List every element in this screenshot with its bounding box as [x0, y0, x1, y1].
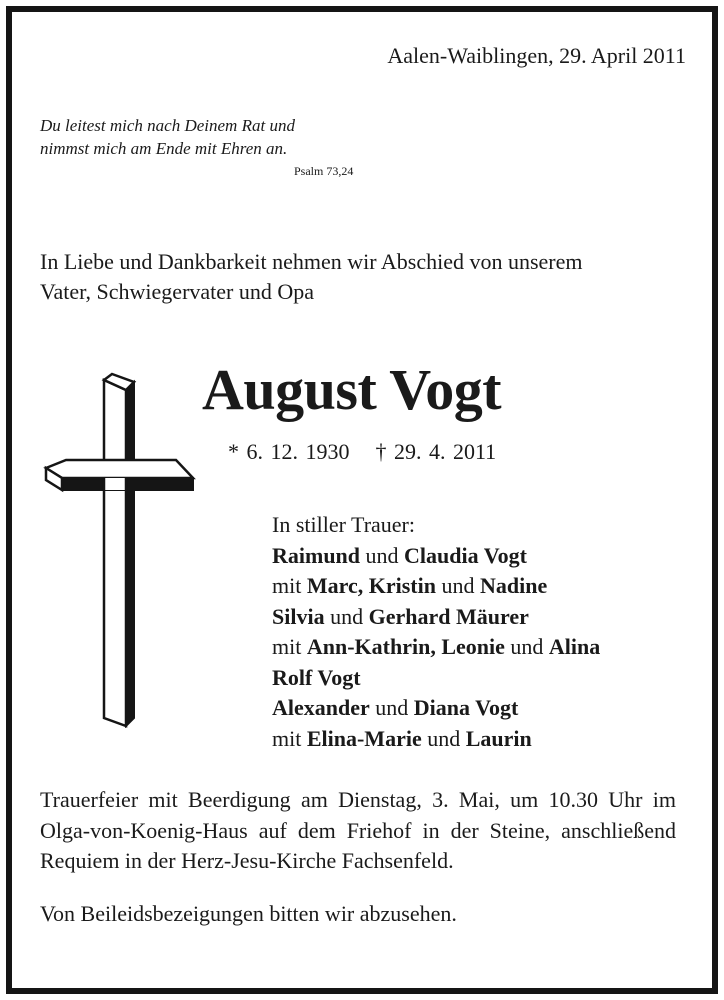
- mourner-connector: und: [421, 725, 466, 751]
- mourner-name: Claudia Vogt: [404, 542, 527, 568]
- mourner-name: Rolf Vogt: [272, 664, 361, 690]
- mourner-connector: mit: [272, 725, 307, 751]
- death-date: † 29. 4. 2011: [375, 439, 497, 464]
- verse-line-2: nimmst mich am Ende mit Ehren an.: [40, 139, 288, 158]
- mourner-name: Nadine: [479, 573, 548, 598]
- mourner-name: Elina-Marie: [306, 725, 422, 751]
- mourner-line: [272, 693, 600, 724]
- mourner-connector: und: [324, 603, 369, 629]
- verse-reference: Psalm 73,24: [294, 164, 354, 178]
- life-dates: [228, 439, 496, 465]
- mourner-name: Marc, Kristin: [306, 573, 436, 598]
- mourner-connector: und: [435, 573, 480, 598]
- mourner-line: [272, 602, 600, 633]
- mourner-line: [272, 724, 600, 755]
- intro-text: [40, 247, 583, 307]
- psalm-verse: [40, 114, 295, 160]
- mourners-heading: In stiller Trauer:: [272, 512, 415, 537]
- mourner-line: [272, 571, 600, 602]
- mourner-name: Raimund: [272, 542, 361, 568]
- birth-date: * 6. 12. 1930: [228, 439, 350, 464]
- mourner-connector: und: [504, 634, 549, 659]
- mourner-name: Ann-Kathrin, Leonie: [306, 634, 505, 659]
- mourner-connector: mit: [272, 634, 307, 659]
- closing-note: Von Beileidsbezeigungen bitten wir abzusehen.: [40, 901, 457, 926]
- mourner-line: [272, 663, 600, 694]
- mourners-list: [272, 510, 600, 754]
- mourner-connector: mit: [272, 573, 307, 598]
- funeral-service-text: Trauerfeier mit Beerdigung am Dienstag, 3. Mai, um 10.30 Uhr im Olga-von-Koenig-Haus auf dem Friehof in der Steine, anschließend Requiem in der Herz-Jesu-Kirche Fachsenfeld.: [40, 787, 676, 873]
- intro-line-1: In Liebe und Dankbarkeit nehmen wir Abschied von unserem: [40, 249, 583, 274]
- mourner-connector: und: [360, 542, 405, 568]
- mourner-name: Alina: [548, 634, 601, 659]
- place-date: Aalen-Waiblingen, 29. April 2011: [387, 43, 686, 68]
- mourner-name: Silvia: [272, 603, 325, 629]
- mourner-lines: [272, 541, 600, 755]
- cross-icon: [38, 372, 198, 728]
- mourner-name: Laurin: [465, 725, 532, 751]
- verse-line-1: Du leitest mich nach Deinem Rat und: [40, 116, 295, 135]
- mourner-line: [272, 632, 600, 663]
- deceased-name: August Vogt: [202, 357, 502, 422]
- mourner-connector: und: [369, 695, 414, 720]
- mourner-name: Gerhard Mäurer: [368, 603, 529, 629]
- intro-line-2: Vater, Schwiegervater und Opa: [40, 279, 315, 304]
- mourner-name: Diana Vogt: [413, 695, 519, 720]
- mourner-line: [272, 541, 600, 572]
- mourner-name: Alexander: [272, 695, 370, 720]
